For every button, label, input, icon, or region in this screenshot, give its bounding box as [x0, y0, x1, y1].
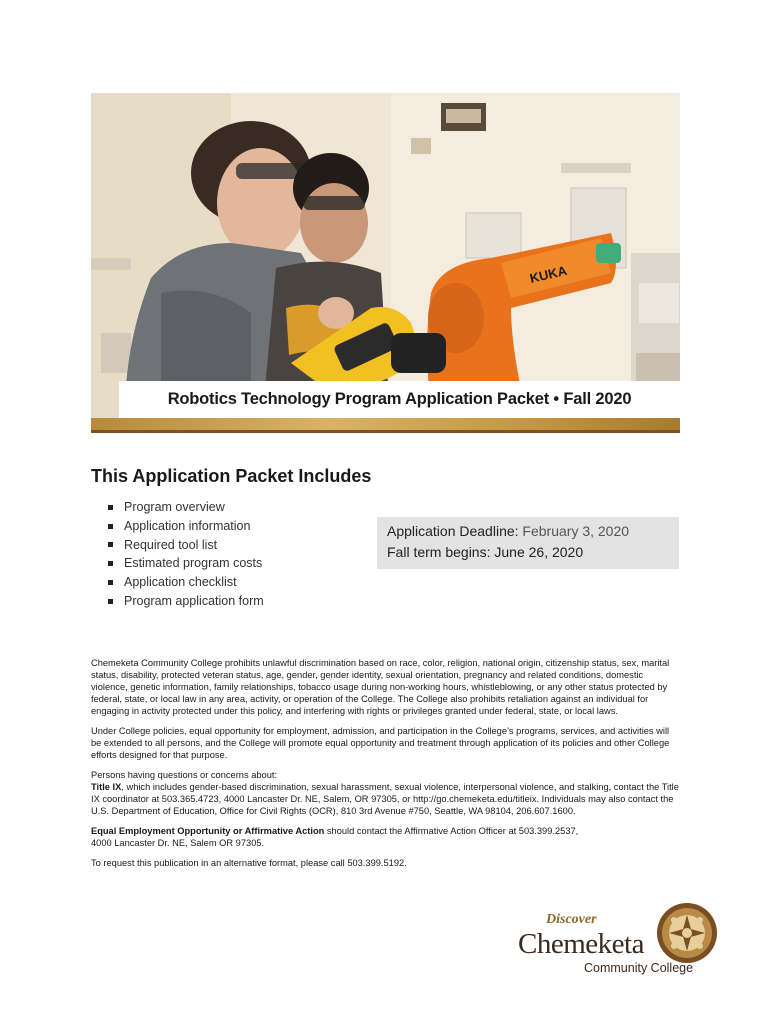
- title-band: [119, 381, 680, 418]
- deadline-box: [377, 517, 679, 569]
- list-item: Estimated program costs: [108, 554, 264, 573]
- list-item: Application information: [108, 517, 264, 536]
- list-item: Program application form: [108, 592, 264, 611]
- nondiscrimination-statement: [91, 657, 681, 877]
- square-bullet-icon: [108, 580, 113, 585]
- square-bullet-icon: [108, 561, 113, 566]
- logo-discover: Discover: [546, 912, 597, 927]
- legal-paragraph-4: Equal Employment Opportunity or Affirmative Action should contact the Affirmative Action Officer at 503.399.2537, 4000 Lancaster Dr. NE, Salem OR 97305.: [91, 826, 579, 848]
- seal-icon: [656, 902, 718, 964]
- list-item: Application checklist: [108, 573, 264, 592]
- robot-brand-label: KUKA: [528, 262, 569, 286]
- list-item: Required tool list: [108, 536, 264, 555]
- gold-divider: [91, 418, 680, 433]
- logo-name: Chemeketa: [518, 928, 644, 960]
- deadline-date: February 3, 2020: [522, 523, 630, 539]
- term-start: Fall term begins: June 26, 2020: [387, 544, 584, 560]
- page-title: Robotics Technology Program Application Packet • Fall 2020: [167, 390, 632, 408]
- square-bullet-icon: [108, 524, 113, 529]
- deadline-row: [387, 521, 679, 542]
- title-ix-label: Title IX: [91, 782, 122, 792]
- chemeketa-logo: [518, 900, 718, 980]
- square-bullet-icon: [108, 542, 113, 547]
- legal-paragraph-5: To request this publication in an alternative format, please call 503.399.5192.: [91, 858, 407, 868]
- square-bullet-icon: [108, 505, 113, 510]
- logo-subtitle: Community College: [584, 961, 694, 975]
- square-bullet-icon: [108, 599, 113, 604]
- packet-contents-list: [108, 498, 264, 611]
- legal-paragraph-2: Under College policies, equal opportunity for employment, admission, and participation in the College’s programs, services, and activities will be extended to all persons, and the College will promote equal opportunity and treatment through application of its policies and other College efforts designed for that purpose.: [91, 726, 670, 760]
- legal-paragraph-3: Persons having questions or concerns about: Title IX, which includes gender-based discrimination, sexual harassment, sexual violence, interpersonal violence, and stalking, contact the Title IX coordinator at 503.365.4723, 4000 Lancaster Dr. NE, Salem, OR 97305, or http://go.chemeketa.edu/titleix. Individuals may also contact the U.S. Department of Education, Office for Civil Rights (OCR), 810 3rd Avenue #750, Seattle, WA 98104, 206.607.1600.: [91, 770, 679, 816]
- legal-paragraph-1: Chemeketa Community College prohibits unlawful discrimination based on race, color, religion, national origin, citizenship status, sex, marital status, disability, protected veteran status, age, gender, gender identity, sexual orientation, pregnancy and related conditions, domestic violence, genetic information, family relationships, tobacco usage during non-working hours, whistleblowing, or any other status protected by federal, state, or local law in any area, activity, or operation of the College. The College also prohibits retaliation against an individual for engaging in activity protected under this policy, and interfering with rights or privileges granted under federal, state, or local laws.: [91, 658, 670, 716]
- eeo-label: Equal Employment Opportunity or Affirmative Action: [91, 826, 325, 836]
- list-item: Program overview: [108, 498, 264, 517]
- deadline-label: Application Deadline:: [387, 523, 519, 539]
- section-heading: This Application Packet Includes: [91, 466, 372, 486]
